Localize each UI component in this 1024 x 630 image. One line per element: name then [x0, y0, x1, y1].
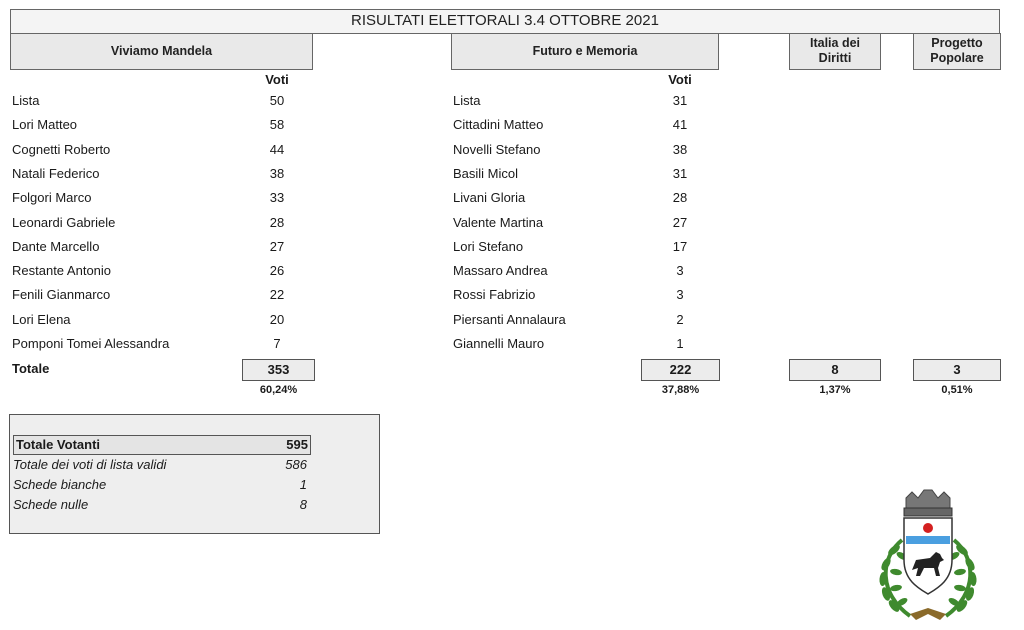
summary-schede-bianche-label: Schede bianche [13, 477, 107, 492]
mandela-candidate-votes: 38 [269, 165, 285, 181]
futuro-candidate-votes: 31 [672, 165, 688, 181]
percent-italia: 1,37% [819, 384, 851, 396]
mandela-candidate-name: Cognetti Roberto [12, 141, 111, 157]
summary-schede-nulle-label: Schede nulle [13, 497, 89, 512]
mandela-candidate-name: Restante Antonio [12, 263, 112, 279]
futuro-candidate-row [0, 163, 1024, 185]
summary-voti-validi-value: 586 [285, 457, 307, 472]
futuro-candidate-row [0, 90, 1024, 112]
summary-voti-validi-label: Totale dei voti di lista validi [13, 457, 167, 472]
mandela-candidate-votes: 44 [269, 141, 285, 157]
header-futuro-e-memoria: Futuro e Memoria [451, 33, 719, 70]
percent-mandela: 60,24% [259, 384, 298, 396]
futuro-candidate-row [0, 114, 1024, 136]
header-italia-line1: Italia dei [809, 36, 861, 50]
voti-label-futuro: Voti [668, 72, 692, 87]
futuro-candidate-row [0, 284, 1024, 306]
mandela-candidate-votes: 28 [269, 214, 285, 230]
futuro-candidate-name: Novelli Stefano [453, 141, 541, 157]
summary-schede-nulle [13, 495, 311, 515]
mandela-candidate-votes: 22 [269, 287, 285, 303]
futuro-candidate-name: Rossi Fabrizio [453, 287, 536, 303]
total-progetto: 3 [913, 359, 1001, 381]
futuro-candidate-name: Lori Stefano [453, 238, 524, 254]
summary-schede-bianche-value: 1 [299, 477, 307, 492]
mandela-candidate-name: Leonardi Gabriele [12, 214, 116, 230]
futuro-candidate-row [0, 187, 1024, 209]
summary-box [9, 414, 380, 534]
futuro-candidate-votes: 38 [672, 141, 688, 157]
futuro-candidate-votes: 27 [672, 214, 688, 230]
futuro-candidate-votes: 3 [676, 287, 684, 303]
futuro-candidate-name: Piersanti Annalaura [453, 311, 566, 327]
futuro-candidate-name: Basili Micol [453, 165, 519, 181]
futuro-candidate-votes: 41 [672, 117, 688, 133]
mandela-candidate-name: Dante Marcello [12, 238, 100, 254]
futuro-candidate-row [0, 333, 1024, 355]
futuro-candidate-row [0, 260, 1024, 282]
mandela-candidate-votes: 27 [269, 238, 285, 254]
futuro-candidate-name: Valente Martina [453, 214, 544, 230]
total-italia: 8 [789, 359, 881, 381]
percent-progetto: 0,51% [941, 384, 973, 396]
summary-schede-nulle-value: 8 [299, 497, 307, 512]
futuro-candidate-row [0, 309, 1024, 331]
totale-label: Totale [12, 361, 50, 376]
header-viviamo-mandela: Viviamo Mandela [10, 33, 313, 70]
futuro-candidate-row [0, 236, 1024, 258]
summary-voti-validi [13, 455, 311, 475]
futuro-candidate-row [0, 212, 1024, 234]
header-progetto-line2: Popolare [930, 51, 984, 65]
mandela-candidate-name: Fenili Gianmarco [12, 287, 111, 303]
voti-label-mandela: Voti [265, 72, 289, 87]
total-futuro: 222 [641, 359, 720, 381]
futuro-candidate-votes: 31 [672, 93, 688, 108]
mandela-candidate-name: Lori Matteo [12, 117, 78, 133]
results-title: RISULTATI ELETTORALI 3.4 OTTOBRE 2021 [10, 9, 1000, 34]
municipal-crest-icon [872, 488, 984, 623]
mandela-candidate-votes: 58 [269, 117, 285, 133]
mandela-candidate-votes: 26 [269, 263, 285, 279]
futuro-candidate-row [0, 139, 1024, 161]
futuro-candidate-votes: 28 [672, 190, 688, 206]
futuro-candidate-votes: 1 [676, 336, 684, 351]
header-italia-line2: Diritti [818, 51, 852, 65]
futuro-candidate-name: Massaro Andrea [453, 263, 548, 279]
header-progetto-popolare [913, 33, 1001, 70]
futuro-candidate-name: Giannelli Mauro [453, 336, 545, 351]
futuro-candidate-votes: 2 [676, 311, 684, 327]
futuro-candidate-votes: 17 [672, 238, 688, 254]
summary-totale-votanti-label: Totale Votanti [16, 437, 101, 452]
total-mandela: 353 [242, 359, 315, 381]
summary-totale-votanti-value: 595 [286, 437, 308, 452]
percent-futuro: 37,88% [661, 384, 700, 396]
mandela-candidate-name: Natali Federico [12, 165, 100, 181]
mandela-candidate-votes: 7 [273, 336, 281, 351]
mandela-candidate-votes: 33 [269, 190, 285, 206]
futuro-candidate-name: Cittadini Matteo [453, 117, 544, 133]
summary-totale-votanti [13, 435, 311, 455]
mandela-candidate-votes: 20 [269, 311, 285, 327]
header-italia-dei-diritti [789, 33, 881, 70]
mandela-candidate-votes: 50 [269, 93, 285, 108]
header-progetto-line1: Progetto [931, 36, 983, 50]
mandela-candidate-name: Pomponi Tomei Alessandra [12, 336, 170, 351]
mandela-candidate-name: Folgori Marco [12, 190, 92, 206]
summary-schede-bianche [13, 475, 311, 495]
futuro-candidate-name: Livani Gloria [453, 190, 526, 206]
futuro-candidate-name: Lista [453, 93, 481, 108]
futuro-candidate-votes: 3 [676, 263, 684, 279]
mandela-candidate-name: Lista [12, 93, 40, 108]
mandela-candidate-name: Lori Elena [12, 311, 71, 327]
